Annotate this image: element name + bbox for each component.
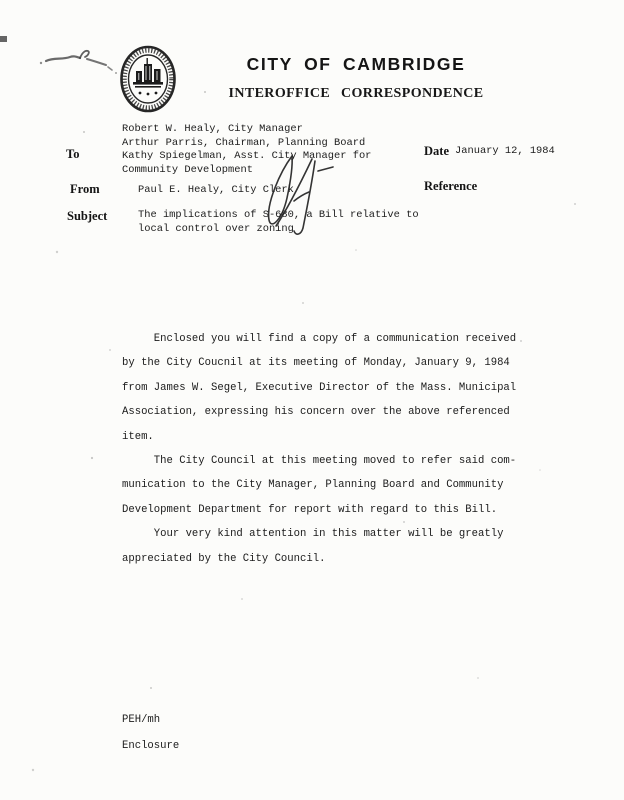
enclosure-note: Enclosure xyxy=(122,740,180,752)
text-line: Community Development xyxy=(122,163,253,176)
body-text xyxy=(122,327,516,571)
text-line: The implications of S-680, a Bill relative to xyxy=(138,209,419,221)
text-line: appreciated by the City Council. xyxy=(122,552,326,565)
text-line: Kathy Spiegelman, Asst. City Manager for xyxy=(122,150,372,163)
text-line: from James W. Segel, Executive Director of the Mass. Municipal xyxy=(122,381,517,394)
city-seal-icon xyxy=(119,44,177,114)
to-label: To xyxy=(66,147,80,161)
signature-icon xyxy=(252,146,342,238)
from-value: Paul E. Healy, City Clerk xyxy=(138,184,294,196)
text-line: The City Council at this meeting moved to refer said com- xyxy=(122,455,517,468)
pencil-scribble-icon xyxy=(24,40,124,80)
page-subtitle: INTEROFFICE CORRESPONDENCE xyxy=(228,86,484,101)
text-line: Arthur Parris, Chairman, Planning Board xyxy=(122,136,366,149)
page-title: CITY OF CAMBRIDGE xyxy=(246,54,466,74)
text-line: Enclosed you will find a copy of a communication received xyxy=(122,333,517,345)
text-line: by the City Coucnil at its meeting of Monday, January 9, 1984 xyxy=(122,357,510,370)
letterhead xyxy=(226,54,486,102)
text-line: item. xyxy=(122,430,154,443)
reference-label: Reference xyxy=(424,179,478,193)
text-line: Your very kind attention in this matter will be greatly xyxy=(122,528,504,541)
date-label: Date xyxy=(424,144,449,158)
subject-label: Subject xyxy=(67,209,108,223)
text-line: Association, expressing his concern over the above referenced xyxy=(122,406,510,419)
from-label: From xyxy=(70,182,100,196)
date-value: January 12, 1984 xyxy=(455,145,555,157)
text-line: munication to the City Manager, Planning Board and Community xyxy=(122,479,504,492)
text-line: Robert W. Healy, City Manager xyxy=(122,123,303,135)
text-line: local control over zoning xyxy=(138,222,294,235)
typist-initials: PEH/mh xyxy=(122,714,161,726)
text-line: Development Department for report with regard to this Bill. xyxy=(122,503,498,516)
